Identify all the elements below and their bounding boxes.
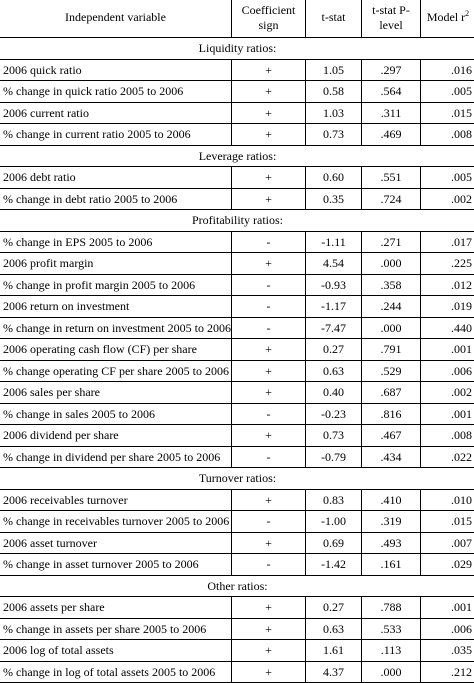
table-row: [0, 511, 474, 533]
table-row: [0, 661, 474, 683]
table-row: [0, 597, 474, 619]
coefficient-sign-cell: +: [232, 661, 306, 683]
variable-cell: % change operating CF per share 2005 to 2006: [0, 360, 232, 382]
model-r2-cell: .212: [421, 661, 474, 683]
model-r2-cell: .019: [421, 296, 474, 318]
variable-cell: % change in dividend per share 2005 to 2006: [0, 446, 232, 468]
table-row: [0, 425, 474, 447]
variable-cell: 2006 operating cash flow (CF) per share: [0, 339, 232, 361]
variable-cell: 2006 current ratio: [0, 102, 232, 124]
model-r2-cell: .225: [421, 253, 474, 275]
header-model-r2-superscript: 2: [465, 9, 469, 18]
p-level-cell: .551: [362, 167, 421, 189]
p-level-cell: .533: [362, 618, 421, 640]
model-r2-cell: .006: [421, 618, 474, 640]
variable-cell: 2006 return on investment: [0, 296, 232, 318]
t-stat-cell: -0.79: [306, 446, 362, 468]
p-level-cell: .687: [362, 382, 421, 404]
t-stat-cell: 4.54: [306, 253, 362, 275]
variable-cell: % change in receivables turnover 2005 to 2006: [0, 511, 232, 533]
coefficient-sign-cell: +: [232, 253, 306, 275]
model-r2-cell: .029: [421, 554, 474, 576]
p-level-cell: .271: [362, 231, 421, 253]
model-r2-cell: .007: [421, 532, 474, 554]
header-t-stat: t-stat: [306, 0, 362, 38]
t-stat-cell: 0.83: [306, 489, 362, 511]
p-level-cell: .113: [362, 640, 421, 662]
model-r2-cell: .017: [421, 231, 474, 253]
p-level-cell: .469: [362, 124, 421, 146]
variable-cell: % change in debt ratio 2005 to 2006: [0, 188, 232, 210]
coefficient-sign-cell: +: [232, 425, 306, 447]
t-stat-cell: 0.73: [306, 425, 362, 447]
table-row: [0, 360, 474, 382]
table-row: [0, 317, 474, 339]
model-r2-cell: .006: [421, 360, 474, 382]
t-stat-cell: -0.93: [306, 274, 362, 296]
variable-cell: 2006 assets per share: [0, 597, 232, 619]
t-stat-cell: 0.63: [306, 360, 362, 382]
coefficient-sign-cell: +: [232, 188, 306, 210]
coefficient-sign-cell: -: [232, 231, 306, 253]
variable-cell: % change in sales 2005 to 2006: [0, 403, 232, 425]
p-level-cell: .319: [362, 511, 421, 533]
variable-cell: 2006 log of total assets: [0, 640, 232, 662]
table-row: [0, 274, 474, 296]
t-stat-cell: 1.61: [306, 640, 362, 662]
coefficient-sign-cell: +: [232, 81, 306, 103]
table-row: [0, 296, 474, 318]
variable-cell: % change in assets per share 2005 to 2006: [0, 618, 232, 640]
model-r2-cell: .012: [421, 274, 474, 296]
p-level-cell: .244: [362, 296, 421, 318]
table-body: [0, 38, 474, 683]
header-model-r2: [421, 0, 474, 38]
coefficient-sign-cell: +: [232, 532, 306, 554]
variable-cell: 2006 profit margin: [0, 253, 232, 275]
table-row: [0, 231, 474, 253]
coefficient-sign-cell: +: [232, 360, 306, 382]
table-row: [0, 188, 474, 210]
t-stat-cell: 0.63: [306, 618, 362, 640]
model-r2-cell: .022: [421, 446, 474, 468]
t-stat-cell: 1.05: [306, 59, 362, 81]
p-level-cell: .161: [362, 554, 421, 576]
variable-cell: % change in log of total assets 2005 to 2006: [0, 661, 232, 683]
p-level-cell: .358: [362, 274, 421, 296]
p-level-cell: .311: [362, 102, 421, 124]
coefficient-sign-cell: +: [232, 59, 306, 81]
model-r2-cell: .001: [421, 597, 474, 619]
coefficient-sign-cell: -: [232, 446, 306, 468]
table-row: [0, 81, 474, 103]
coefficient-sign-cell: +: [232, 167, 306, 189]
p-level-cell: .410: [362, 489, 421, 511]
variable-cell: 2006 dividend per share: [0, 425, 232, 447]
t-stat-cell: 0.69: [306, 532, 362, 554]
p-level-cell: .564: [362, 81, 421, 103]
coefficient-sign-cell: +: [232, 339, 306, 361]
coefficient-sign-cell: -: [232, 511, 306, 533]
header-coefficient-sign: Coefficient sign: [232, 0, 306, 38]
p-level-cell: .297: [362, 59, 421, 81]
variable-cell: % change in quick ratio 2005 to 2006: [0, 81, 232, 103]
model-r2-cell: .016: [421, 59, 474, 81]
table-row: [0, 102, 474, 124]
table-row: [0, 640, 474, 662]
coefficient-sign-cell: +: [232, 124, 306, 146]
variable-cell: 2006 sales per share: [0, 382, 232, 404]
model-r2-cell: .005: [421, 81, 474, 103]
section-title: Profitability ratios:: [0, 210, 474, 232]
t-stat-cell: -1.00: [306, 511, 362, 533]
p-level-cell: .791: [362, 339, 421, 361]
p-level-cell: .788: [362, 597, 421, 619]
p-level-cell: .000: [362, 253, 421, 275]
coefficient-sign-cell: -: [232, 296, 306, 318]
model-r2-cell: .440: [421, 317, 474, 339]
section-header-row: [0, 145, 474, 167]
coefficient-sign-cell: +: [232, 382, 306, 404]
section-title: Turnover ratios:: [0, 468, 474, 490]
coefficient-sign-cell: -: [232, 274, 306, 296]
t-stat-cell: -0.23: [306, 403, 362, 425]
coefficient-sign-cell: -: [232, 317, 306, 339]
variable-cell: 2006 debt ratio: [0, 167, 232, 189]
model-r2-cell: .002: [421, 382, 474, 404]
coefficient-sign-cell: +: [232, 102, 306, 124]
t-stat-cell: 1.03: [306, 102, 362, 124]
variable-cell: 2006 receivables turnover: [0, 489, 232, 511]
t-stat-cell: -1.11: [306, 231, 362, 253]
model-r2-cell: .008: [421, 124, 474, 146]
p-level-cell: .467: [362, 425, 421, 447]
t-stat-cell: 0.58: [306, 81, 362, 103]
table-row: [0, 382, 474, 404]
p-level-cell: .816: [362, 403, 421, 425]
section-title: Leverage ratios:: [0, 145, 474, 167]
table-row: [0, 446, 474, 468]
table-row: [0, 253, 474, 275]
t-stat-cell: 0.27: [306, 597, 362, 619]
header-independent-variable: Independent variable: [0, 0, 232, 38]
coefficient-sign-cell: -: [232, 554, 306, 576]
p-level-cell: .000: [362, 661, 421, 683]
model-r2-cell: .001: [421, 403, 474, 425]
header-model-r2-label: Model r: [427, 10, 465, 24]
coefficient-sign-cell: +: [232, 597, 306, 619]
t-stat-cell: 4.37: [306, 661, 362, 683]
table-row: [0, 167, 474, 189]
t-stat-cell: -1.42: [306, 554, 362, 576]
table-row: [0, 618, 474, 640]
t-stat-cell: -1.17: [306, 296, 362, 318]
p-level-cell: .529: [362, 360, 421, 382]
table-row: [0, 489, 474, 511]
table-row: [0, 403, 474, 425]
table-row: [0, 124, 474, 146]
t-stat-cell: -7.47: [306, 317, 362, 339]
section-header-row: [0, 210, 474, 232]
header-row: [0, 0, 474, 38]
variable-cell: 2006 quick ratio: [0, 59, 232, 81]
section-header-row: [0, 575, 474, 597]
model-r2-cell: .001: [421, 339, 474, 361]
coefficient-sign-cell: +: [232, 489, 306, 511]
t-stat-cell: 0.35: [306, 188, 362, 210]
model-r2-cell: .005: [421, 167, 474, 189]
variable-cell: % change in return on investment 2005 to 2006: [0, 317, 232, 339]
table-row: [0, 532, 474, 554]
variable-cell: % change in profit margin 2005 to 2006: [0, 274, 232, 296]
model-r2-cell: .035: [421, 640, 474, 662]
t-stat-cell: 0.27: [306, 339, 362, 361]
p-level-cell: .434: [362, 446, 421, 468]
t-stat-cell: 0.73: [306, 124, 362, 146]
variable-cell: % change in asset turnover 2005 to 2006: [0, 554, 232, 576]
model-r2-cell: .002: [421, 188, 474, 210]
coefficient-sign-cell: -: [232, 403, 306, 425]
variable-cell: 2006 asset turnover: [0, 532, 232, 554]
table-row: [0, 59, 474, 81]
variable-cell: % change in current ratio 2005 to 2006: [0, 124, 232, 146]
variable-cell: % change in EPS 2005 to 2006: [0, 231, 232, 253]
model-r2-cell: .008: [421, 425, 474, 447]
p-level-cell: .724: [362, 188, 421, 210]
section-header-row: [0, 38, 474, 60]
section-header-row: [0, 468, 474, 490]
table-row: [0, 339, 474, 361]
model-r2-cell: .015: [421, 511, 474, 533]
header-p-level: t-stat P-level: [362, 0, 421, 38]
p-level-cell: .493: [362, 532, 421, 554]
model-r2-cell: .010: [421, 489, 474, 511]
section-title: Other ratios:: [0, 575, 474, 597]
coefficient-sign-cell: +: [232, 640, 306, 662]
section-title: Liquidity ratios:: [0, 38, 474, 60]
t-stat-cell: 0.60: [306, 167, 362, 189]
t-stat-cell: 0.40: [306, 382, 362, 404]
p-level-cell: .000: [362, 317, 421, 339]
model-r2-cell: .015: [421, 102, 474, 124]
coefficient-sign-cell: +: [232, 618, 306, 640]
